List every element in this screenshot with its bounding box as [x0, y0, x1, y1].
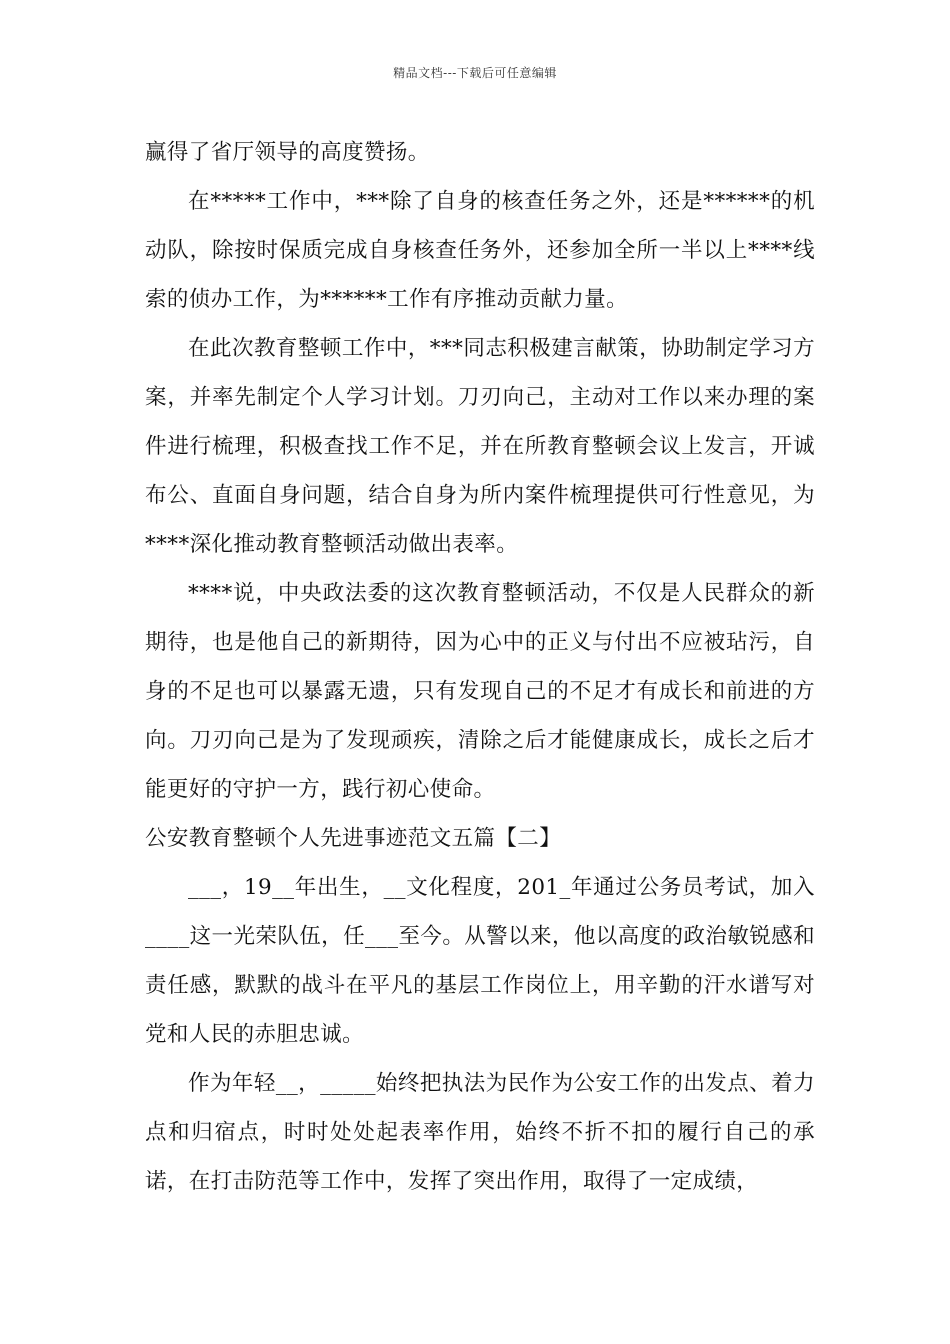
paragraph: 在此次教育整顿工作中，***同志积极建言献策，协助制定学习方案，并率先制定个人学习计划。刀刃向己，主动对工作以来办理的案件进行梳理，积极查找工作不足，并在所教育整顿会议上发言，开诚布公、直面自身问题，结合自身为所内案件梳理提供可行性意见，为****深化推动教育整顿活动做出表率。 — [145, 336, 815, 557]
section-heading: 公安教育整顿个人先进事迹范文五篇【二】 — [145, 826, 562, 851]
paragraph: 作为年轻__，_____始终把执法为民作为公安工作的出发点、着力点和归宿点，时时处处起表率作用，始终不折不扣的履行自己的承诺，在打击防范等工作中，发挥了突出作用，取得了一定成绩， — [145, 1071, 815, 1194]
document-body — [145, 128, 815, 1206]
page-header: 精品文档---下载后可任意编辑 — [393, 66, 557, 80]
paragraph: ___，19__年出生，__文化程度，201_年通过公务员考试，加入____这一光荣队伍，任___至今。从警以来，他以高度的政治敏锐感和责任感，默默的战斗在平凡的基层工作岗位上，用辛勤的汗水谱写对党和人民的赤胆忠诚。 — [145, 875, 815, 1047]
paragraph: 在*****工作中，***除了自身的核查任务之外，还是******的机动队，除按时保质完成自身核查任务外，还参加全所一半以上****线索的侦办工作，为******工作有序推动贡献力量。 — [145, 189, 815, 312]
paragraph-continued: 赢得了省厅领导的高度赞扬。 — [145, 140, 430, 165]
paragraph: ****说，中央政法委的这次教育整顿活动，不仅是人民群众的新期待，也是他自己的新期待，因为心中的正义与付出不应被玷污，自身的不足也可以暴露无遗，只有发现自己的不足才有成长和前进的方向。刀刃向己是为了发现顽疾，清除之后才能健康成长，成长之后才能更好的守护一方，践行初心使命。 — [145, 581, 815, 802]
